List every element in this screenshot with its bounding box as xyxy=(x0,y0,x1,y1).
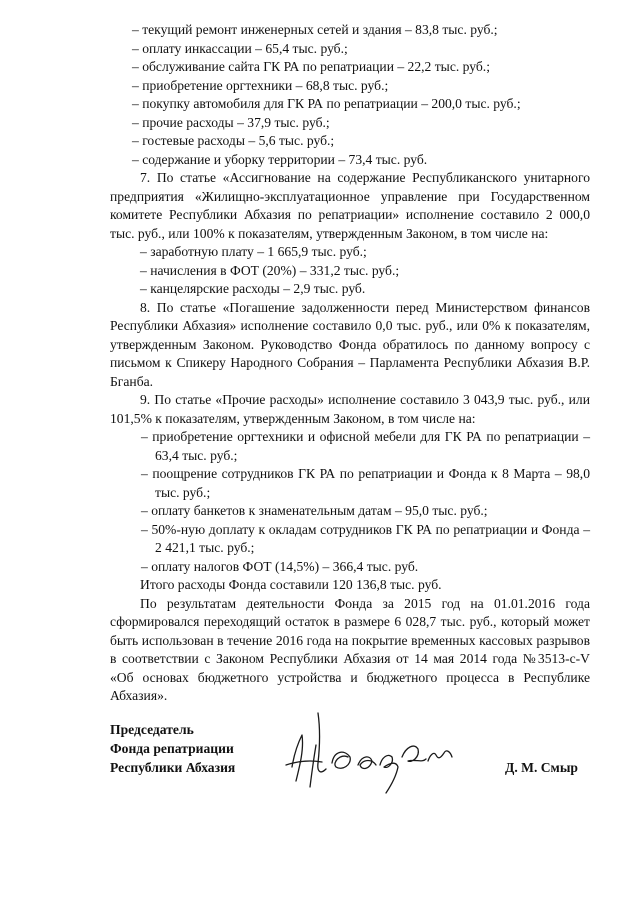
expense-item: – гостевые расходы – 5,6 тыс. руб.; xyxy=(132,133,335,148)
expense-item: – прочие расходы – 37,9 тыс. руб.; xyxy=(132,114,330,130)
signatory-title-line: Фонда репатриации xyxy=(110,741,234,756)
total-line: Итого расходы Фонда составили 120 136,8 тыс. руб. xyxy=(140,577,442,592)
expense-item: – приобретение оргтехники и офисной мебели для ГК РА по репатриации – 63,4 тыс. руб.; xyxy=(141,429,590,463)
conclusion-paragraph: По результатам деятельности Фонда за 2015 год на 01.01.2016 года сформировался переходящий остаток в размере 6 028,7 тыс. руб., который может быть использован в течение 2016 года на покрытие временных кассовых разрывов в соответствии с Законом Республики Абхазия от 14 мая 2014 года №3513-с-V «Об основах бюджетного устройства и бюджетного процесса в Республике Абхазия». xyxy=(110,595,590,703)
signatory-name: Д. М. Смыр xyxy=(504,760,578,775)
signatory-title-line: Республики Абхазия xyxy=(110,760,236,775)
document-body xyxy=(110,21,590,706)
paragraph-item-8: 8. По статье «Погашение задолженности перед Министерством финансов Республики Абхазия» исполнение составило 0,0 тыс. руб., или 0% к показателям, утвержденным Законом. Руководство Фонда обратилось по данному вопросу с письмом к Спикеру Народного Собрания – Парламента Республики Абхазия В.Р. Бганба. xyxy=(110,299,590,389)
expense-item: – текущий ремонт инженерных сетей и здания – 83,8 тыс. руб.; xyxy=(132,22,498,37)
expense-item: – оплату инкассации – 65,4 тыс. руб.; xyxy=(132,40,348,56)
expense-item: – начисления в ФОТ (20%) – 331,2 тыс. руб.; xyxy=(140,262,400,278)
expense-item: – оплату банкетов к знаменательным датам – 95,0 тыс. руб.; xyxy=(141,503,488,518)
paragraph-item-7: 7. По статье «Ассигнование на содержание Республиканского унитарного предприятия «Жилищно-эксплуатационное управление при Государственном комитете Республики Абхазия по репатриации» исполнение составило 2 000,0 тыс. руб., или 100% к показателям, утвержденным Законом, в том числе на: xyxy=(110,170,590,241)
expense-item: – обслуживание сайта ГК РА по репатриации – 22,2 тыс. руб.; xyxy=(132,59,490,74)
signature-block xyxy=(110,720,600,800)
expense-item: – поощрение сотрудников ГК РА по репатриации и Фонда к 8 Марта – 98,0 тыс. руб.; xyxy=(141,466,590,500)
handwritten-signature xyxy=(280,705,470,800)
expense-item: – содержание и уборку территории – 73,4 тыс. руб. xyxy=(132,151,428,167)
expense-item: – канцелярские расходы – 2,9 тыс. руб. xyxy=(140,281,366,296)
expense-item: – оплату налогов ФОТ (14,5%) – 366,4 тыс. руб. xyxy=(141,558,419,574)
signatory-title-line: Председатель xyxy=(110,722,194,737)
expense-item: – приобретение оргтехники – 68,8 тыс. руб.; xyxy=(132,77,389,93)
signatory-title xyxy=(110,720,235,777)
expense-item: – 50%-ную доплату к окладам сотрудников ГК РА по репатриации и Фонда – 2 421,1 тыс. руб.; xyxy=(141,521,590,555)
paragraph-item-9: 9. По статье «Прочие расходы» исполнение составило 3 043,9 тыс. руб., или 101,5% к показателям, утвержденным Законом, в том числе на: xyxy=(110,392,590,426)
expense-item: – заработную плату – 1 665,9 тыс. руб.; xyxy=(140,244,367,259)
expense-item: – покупку автомобиля для ГК РА по репатриации – 200,0 тыс. руб.; xyxy=(132,96,521,111)
